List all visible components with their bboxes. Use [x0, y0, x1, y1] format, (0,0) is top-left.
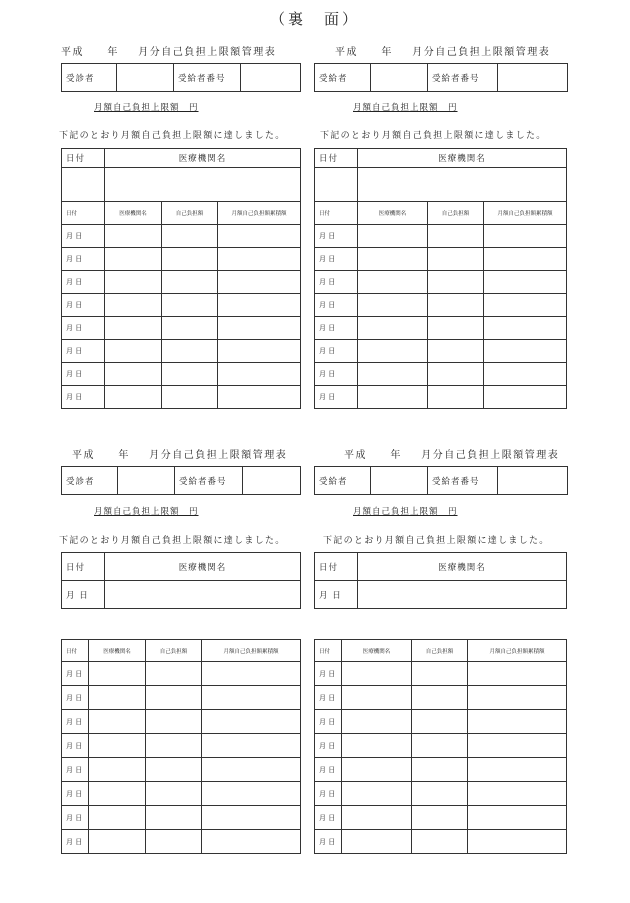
- row-date: 月 日: [315, 363, 358, 386]
- limit-reached-statement: 下記のとおり月額自己負担上限額に達しました。: [320, 131, 547, 141]
- table-row: [315, 294, 567, 317]
- copay-cell[interactable]: [146, 734, 202, 758]
- institution-cell[interactable]: [105, 225, 162, 248]
- cumulative-cell[interactable]: [484, 294, 567, 317]
- block-top-left: [61, 43, 301, 463]
- institution-cell[interactable]: [358, 581, 567, 609]
- institution-cell[interactable]: [105, 317, 162, 340]
- row-date: 月 日: [315, 806, 342, 830]
- log-header-institution: 医療機関名: [342, 640, 412, 662]
- institution-cell[interactable]: [342, 686, 412, 710]
- table-row: [315, 830, 567, 854]
- institution-cell[interactable]: [342, 734, 412, 758]
- institution-cell[interactable]: [342, 662, 412, 686]
- row-date: 月 日: [62, 782, 89, 806]
- institution-cell[interactable]: [105, 386, 162, 409]
- institution-cell[interactable]: [358, 340, 428, 363]
- row-date: 月 日: [315, 662, 342, 686]
- cumulative-cell[interactable]: [468, 806, 567, 830]
- row-date: 月 日: [62, 686, 89, 710]
- cumulative-cell[interactable]: [468, 782, 567, 806]
- person-label: 受給者: [315, 64, 371, 91]
- copay-cell[interactable]: [146, 830, 202, 854]
- cumulative-cell[interactable]: [202, 830, 301, 854]
- institution-cell[interactable]: [89, 758, 146, 782]
- row-date: 月 日: [315, 710, 342, 734]
- row-date: 月 日: [62, 662, 89, 686]
- row-date: 月 日: [315, 830, 342, 854]
- cumulative-cell[interactable]: [468, 734, 567, 758]
- institution-header: 医療機関名: [105, 553, 301, 581]
- table-row: [315, 340, 567, 363]
- copay-cell[interactable]: [428, 294, 484, 317]
- block-title: 平成 年 月分自己負担上限額管理表: [72, 450, 288, 461]
- institution-cell[interactable]: [342, 782, 412, 806]
- row-date: 月 日: [62, 734, 89, 758]
- institution-cell[interactable]: [358, 363, 428, 386]
- log-header-date: 日付: [62, 202, 105, 225]
- id-row: [314, 466, 568, 495]
- cumulative-cell[interactable]: [484, 340, 567, 363]
- table-row: [315, 363, 567, 386]
- cumulative-cell[interactable]: [484, 225, 567, 248]
- cumulative-cell[interactable]: [202, 782, 301, 806]
- institution-cell[interactable]: [105, 581, 301, 609]
- row-date: 月 日: [315, 317, 358, 340]
- log-header-copay: 自己負担額: [428, 202, 484, 225]
- table-row: [62, 734, 301, 758]
- row-date: 月 日: [315, 782, 342, 806]
- block-title: 平成 年 月分自己負担上限額管理表: [344, 450, 560, 461]
- log-header-institution: 医療機関名: [105, 202, 162, 225]
- institution-cell[interactable]: [358, 225, 428, 248]
- date-header: 日付: [62, 149, 105, 168]
- monthly-limit: 月額自己負担上限額 円: [94, 103, 199, 113]
- table-row: [315, 734, 567, 758]
- log-header-cumulative: 月額自己負担額累積額: [484, 202, 567, 225]
- institution-cell[interactable]: [89, 662, 146, 686]
- table-row: [62, 271, 301, 294]
- institution-cell[interactable]: [89, 782, 146, 806]
- row-date: 月 日: [62, 271, 105, 294]
- copay-cell[interactable]: [162, 294, 218, 317]
- limit-reached-statement: 下記のとおり月額自己負担上限額に達しました。: [323, 536, 550, 546]
- copay-cell[interactable]: [162, 317, 218, 340]
- cumulative-cell[interactable]: [218, 248, 301, 271]
- cumulative-cell[interactable]: [218, 340, 301, 363]
- monthly-limit: 月額自己負担上限額 円: [353, 507, 458, 517]
- cumulative-cell[interactable]: [218, 271, 301, 294]
- log-header-copay: 自己負担額: [146, 640, 202, 662]
- table-row: [315, 782, 567, 806]
- row-date: 月 日: [62, 830, 89, 854]
- copay-cell[interactable]: [162, 363, 218, 386]
- copay-cell[interactable]: [412, 734, 468, 758]
- table-row: [62, 686, 301, 710]
- recipient-label: 受給者番号: [175, 467, 243, 494]
- row-date: 月 日: [62, 248, 105, 271]
- copay-cell[interactable]: [162, 340, 218, 363]
- institution-cell[interactable]: [105, 168, 301, 202]
- institution-cell[interactable]: [358, 294, 428, 317]
- cumulative-cell[interactable]: [218, 386, 301, 409]
- copay-cell[interactable]: [412, 758, 468, 782]
- cumulative-cell[interactable]: [202, 806, 301, 830]
- institution-cell[interactable]: [89, 830, 146, 854]
- block-bottom-right: [314, 446, 560, 866]
- block-title: 平成 年 月分自己負担上限額管理表: [335, 47, 551, 58]
- cumulative-cell[interactable]: [218, 225, 301, 248]
- table-row: [315, 317, 567, 340]
- row-date: 月 日: [315, 686, 342, 710]
- recipient-field[interactable]: [241, 64, 300, 91]
- table-row: [62, 225, 301, 248]
- institution-cell[interactable]: [105, 340, 162, 363]
- copay-cell[interactable]: [412, 710, 468, 734]
- copay-cell[interactable]: [428, 248, 484, 271]
- person-field[interactable]: [371, 64, 428, 91]
- table-row: [315, 271, 567, 294]
- row-date: 月 日: [315, 386, 358, 409]
- row-date: 月 日: [315, 294, 358, 317]
- copay-cell[interactable]: [428, 225, 484, 248]
- row-date: 月 日: [62, 386, 105, 409]
- institution-cell[interactable]: [105, 363, 162, 386]
- table-row: [315, 386, 567, 409]
- institution-cell[interactable]: [89, 734, 146, 758]
- log-header-copay: 自己負担額: [412, 640, 468, 662]
- cumulative-cell[interactable]: [202, 686, 301, 710]
- record-table: [61, 552, 301, 609]
- cumulative-cell[interactable]: [484, 386, 567, 409]
- institution-header: 医療機関名: [358, 149, 567, 168]
- recipient-label: 受給者番号: [428, 467, 498, 494]
- institution-cell[interactable]: [89, 686, 146, 710]
- row-date: 月 日: [315, 758, 342, 782]
- copay-cell[interactable]: [412, 830, 468, 854]
- cumulative-cell[interactable]: [468, 758, 567, 782]
- row-date: 月 日: [62, 294, 105, 317]
- monthly-limit: 月額自己負担上限額 円: [94, 507, 199, 517]
- cumulative-cell[interactable]: [468, 686, 567, 710]
- id-row: [61, 63, 301, 92]
- person-field[interactable]: [117, 64, 174, 91]
- cumulative-cell[interactable]: [202, 758, 301, 782]
- log-header-cumulative: 月額自己負担額累積額: [468, 640, 567, 662]
- recipient-label: 受給者番号: [174, 64, 241, 91]
- cumulative-cell[interactable]: [202, 662, 301, 686]
- person-label: 受給者: [315, 467, 371, 494]
- date-header: 日付: [62, 553, 105, 581]
- monthly-limit: 月額自己負担上限額 円: [353, 103, 458, 113]
- block-top-right: [314, 43, 554, 463]
- copay-cell[interactable]: [162, 225, 218, 248]
- limit-reached-statement: 下記のとおり月額自己負担上限額に達しました。: [59, 131, 286, 141]
- copay-cell[interactable]: [146, 662, 202, 686]
- date-cell[interactable]: [315, 168, 358, 202]
- table-row: [62, 806, 301, 830]
- table-row: [62, 317, 301, 340]
- date-value: 月 日: [62, 581, 105, 609]
- date-value: 月 日: [315, 581, 358, 609]
- cumulative-cell[interactable]: [218, 363, 301, 386]
- table-row: [315, 662, 567, 686]
- copay-cell[interactable]: [412, 806, 468, 830]
- institution-cell[interactable]: [342, 710, 412, 734]
- row-date: 月 日: [62, 317, 105, 340]
- table-row: [62, 782, 301, 806]
- row-date: 月 日: [62, 363, 105, 386]
- cumulative-cell[interactable]: [484, 271, 567, 294]
- limit-reached-statement: 下記のとおり月額自己負担上限額に達しました。: [59, 536, 286, 546]
- recipient-field[interactable]: [243, 467, 300, 494]
- institution-cell[interactable]: [358, 386, 428, 409]
- date-cell[interactable]: [62, 168, 105, 202]
- institution-header: 医療機関名: [105, 149, 301, 168]
- institution-cell[interactable]: [358, 248, 428, 271]
- table-row: [315, 686, 567, 710]
- log-header-cumulative: 月額自己負担額累積額: [218, 202, 301, 225]
- row-date: 月 日: [62, 710, 89, 734]
- log-header-date: 日付: [315, 640, 342, 662]
- log-header-date: 日付: [62, 640, 89, 662]
- institution-header: 医療機関名: [358, 553, 567, 581]
- copay-cell[interactable]: [428, 317, 484, 340]
- table-row: [62, 386, 301, 409]
- copay-cell[interactable]: [428, 386, 484, 409]
- table-row: [62, 363, 301, 386]
- table-row: [315, 806, 567, 830]
- log-header-institution: 医療機関名: [358, 202, 428, 225]
- recipient-label: 受給者番号: [428, 64, 498, 91]
- row-date: 月 日: [62, 758, 89, 782]
- table-row: [62, 662, 301, 686]
- copay-cell[interactable]: [412, 782, 468, 806]
- table-row: [62, 340, 301, 363]
- record-table: [314, 148, 567, 409]
- cumulative-cell[interactable]: [202, 710, 301, 734]
- log-header-date: 日付: [315, 202, 358, 225]
- row-date: 月 日: [62, 806, 89, 830]
- id-row: [61, 466, 301, 495]
- log-table: [314, 639, 567, 854]
- institution-cell[interactable]: [358, 168, 567, 202]
- copay-cell[interactable]: [146, 806, 202, 830]
- cumulative-cell[interactable]: [218, 294, 301, 317]
- person-field[interactable]: [118, 467, 175, 494]
- person-label: 受診者: [62, 467, 118, 494]
- date-header: 日付: [315, 149, 358, 168]
- copay-cell[interactable]: [428, 271, 484, 294]
- institution-cell[interactable]: [358, 271, 428, 294]
- cumulative-cell[interactable]: [468, 662, 567, 686]
- cumulative-cell[interactable]: [484, 363, 567, 386]
- person-field[interactable]: [371, 467, 428, 494]
- row-date: 月 日: [315, 248, 358, 271]
- institution-cell[interactable]: [105, 248, 162, 271]
- row-date: 月 日: [62, 225, 105, 248]
- table-row: [62, 710, 301, 734]
- cumulative-cell[interactable]: [468, 830, 567, 854]
- table-row: [315, 710, 567, 734]
- institution-cell[interactable]: [105, 271, 162, 294]
- block-title: 平成 年 月分自己負担上限額管理表: [61, 47, 277, 58]
- institution-cell[interactable]: [342, 806, 412, 830]
- cumulative-cell[interactable]: [468, 710, 567, 734]
- person-label: 受診者: [62, 64, 117, 91]
- recipient-field[interactable]: [498, 467, 567, 494]
- copay-cell[interactable]: [146, 782, 202, 806]
- cumulative-cell[interactable]: [218, 317, 301, 340]
- table-row: [62, 248, 301, 271]
- id-row: [314, 63, 568, 92]
- copay-cell[interactable]: [146, 710, 202, 734]
- copay-cell[interactable]: [162, 248, 218, 271]
- page-title: （裏 面）: [269, 10, 360, 28]
- record-table: [61, 148, 301, 409]
- row-date: 月 日: [315, 340, 358, 363]
- table-row: [315, 758, 567, 782]
- log-table: [61, 639, 301, 854]
- cumulative-cell[interactable]: [484, 317, 567, 340]
- institution-cell[interactable]: [89, 710, 146, 734]
- table-row: [62, 830, 301, 854]
- log-header-institution: 医療機関名: [89, 640, 146, 662]
- copay-cell[interactable]: [146, 758, 202, 782]
- institution-cell[interactable]: [342, 758, 412, 782]
- table-row: [315, 225, 567, 248]
- copay-cell[interactable]: [146, 686, 202, 710]
- row-date: 月 日: [315, 225, 358, 248]
- copay-cell[interactable]: [412, 686, 468, 710]
- recipient-field[interactable]: [498, 64, 567, 91]
- table-row: [315, 248, 567, 271]
- cumulative-cell[interactable]: [202, 734, 301, 758]
- row-date: 月 日: [315, 734, 342, 758]
- institution-cell[interactable]: [105, 294, 162, 317]
- cumulative-cell[interactable]: [484, 248, 567, 271]
- row-date: 月 日: [315, 271, 358, 294]
- copay-cell[interactable]: [412, 662, 468, 686]
- copay-cell[interactable]: [162, 386, 218, 409]
- date-header: 日付: [315, 553, 358, 581]
- table-row: [62, 758, 301, 782]
- log-header-cumulative: 月額自己負担額累積額: [202, 640, 301, 662]
- copay-cell[interactable]: [162, 271, 218, 294]
- copay-cell[interactable]: [428, 363, 484, 386]
- log-header-copay: 自己負担額: [162, 202, 218, 225]
- copay-cell[interactable]: [428, 340, 484, 363]
- table-row: [62, 294, 301, 317]
- institution-cell[interactable]: [89, 806, 146, 830]
- block-bottom-left: [61, 446, 301, 866]
- row-date: 月 日: [62, 340, 105, 363]
- institution-cell[interactable]: [342, 830, 412, 854]
- record-table: [314, 552, 567, 609]
- institution-cell[interactable]: [358, 317, 428, 340]
